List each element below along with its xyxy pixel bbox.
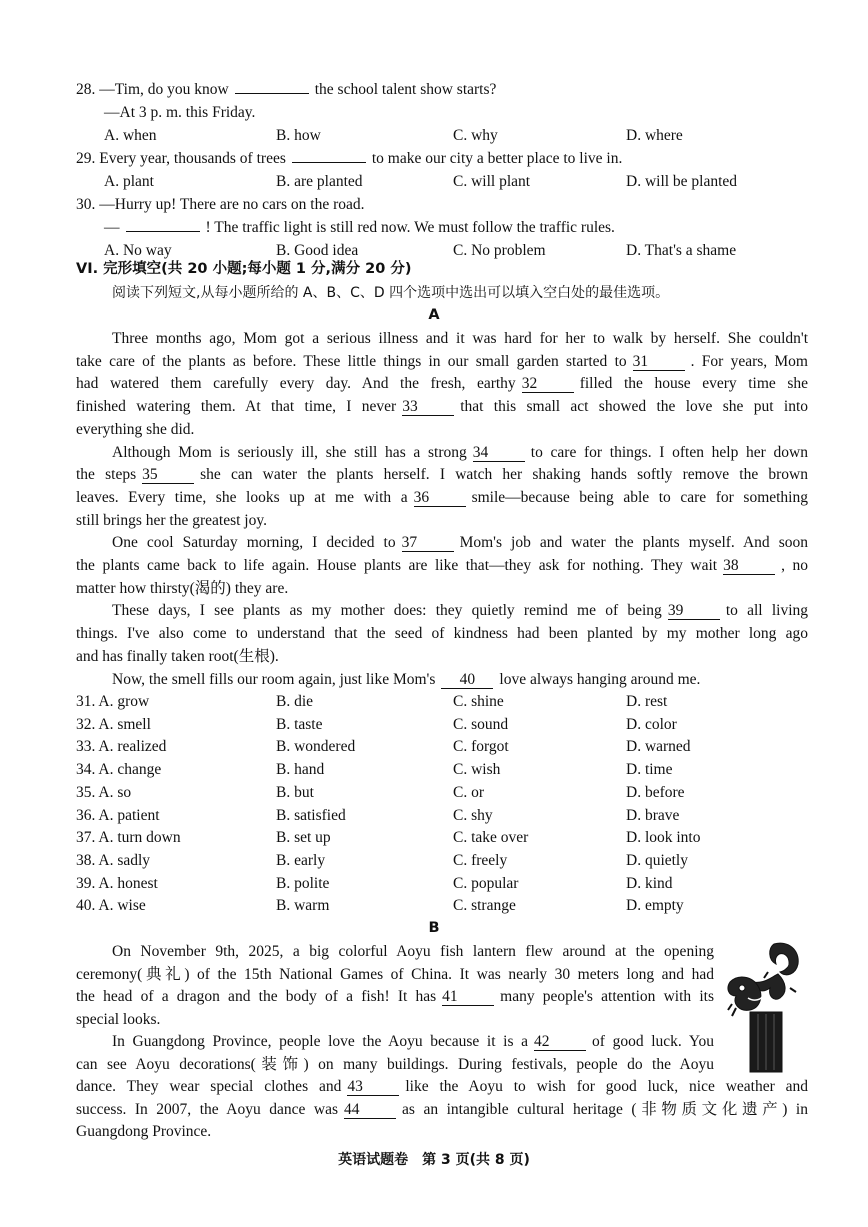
option[interactable]: C. or: [453, 783, 484, 801]
option[interactable]: D. kind: [626, 874, 673, 892]
option[interactable]: B. hand: [276, 761, 325, 779]
passage-line: [112, 329, 808, 349]
option[interactable]: B. but: [276, 783, 314, 801]
passage-line: [76, 420, 194, 440]
passage-line-text: These days, I see plants as my mother does: they quietly remind me of being: [112, 602, 662, 620]
question-line-text-after: to make our city a better place to live in.: [371, 150, 623, 167]
passage-line: [76, 624, 808, 644]
passage-line-text: special looks.: [76, 1010, 161, 1028]
option[interactable]: 35. A. so: [76, 783, 132, 801]
option[interactable]: A. No way: [104, 242, 172, 259]
option[interactable]: C. sound: [453, 715, 509, 733]
answer-blank[interactable]: 35: [142, 466, 194, 484]
option[interactable]: D. empty: [626, 897, 684, 915]
passage-line-text-after: as an intangible cultural heritage (非物质文化遗产) in: [402, 1100, 808, 1118]
option[interactable]: C. forgot: [453, 738, 509, 756]
answer-blank[interactable]: [235, 93, 309, 94]
option[interactable]: 32. A. smell: [76, 715, 151, 733]
option[interactable]: B. wondered: [276, 738, 356, 756]
passage-line-text: One cool Saturday morning, I decided to: [112, 534, 396, 552]
passage-line-text: In Guangdong Province, people love the Aoyu because it is a: [112, 1033, 529, 1050]
option[interactable]: D. warned: [626, 738, 691, 756]
answer-blank[interactable]: 44: [344, 1101, 396, 1119]
passage-line-text-after: like the Aoyu to wish for good luck, nice weather and: [405, 1078, 808, 1095]
question-line-text-after: ! The traffic light is still red now. We must follow the traffic rules.: [205, 219, 615, 236]
passage-line-text: Three months ago, Mom got a serious illness and it was hard for her to walk by herself. She couldn't: [112, 330, 808, 347]
passage-line-text-after: , no: [781, 557, 809, 574]
passage-line: [76, 1010, 160, 1030]
passage-line-text: had watered them carefully every day. And the fresh, earthy: [76, 375, 516, 393]
passage-line-text-after: love always hanging around me.: [499, 670, 701, 688]
passage-line-text-after: to care for things. I often help her down: [530, 443, 808, 461]
option[interactable]: D. brave: [626, 806, 680, 824]
passage-line-text: can see Aoyu decorations(装饰) on many buildings. During festivals, people do the Aoyu: [76, 1055, 714, 1073]
aoyu-lantern-image: [724, 938, 808, 1074]
answer-blank[interactable]: 40: [441, 671, 493, 689]
passage-line: [76, 1100, 808, 1120]
passage-label-b: B: [428, 920, 440, 936]
option[interactable]: 36. A. patient: [76, 806, 160, 824]
option[interactable]: B. warm: [276, 897, 330, 915]
passage-line-text: the head of a dragon and the body of a fish! It has: [76, 988, 437, 1005]
answer-blank[interactable]: 36: [414, 489, 466, 507]
passage-line-text: everything she did.: [76, 420, 195, 438]
passage-line: [76, 647, 279, 667]
option[interactable]: C. popular: [453, 874, 519, 892]
passage-line: [76, 579, 288, 599]
question-line: [104, 218, 615, 238]
section-heading: VI. 完形填空(共 20 小题;每小题 1 分,满分 20 分): [76, 261, 412, 277]
question-line-text: —At 3 p. m. this Friday.: [104, 104, 256, 121]
passage-line: [112, 601, 808, 621]
answer-blank[interactable]: 43: [347, 1078, 399, 1096]
passage-line-text: dance. They wear special clothes and: [76, 1078, 342, 1095]
passage-line-text: success. In 2007, the Aoyu dance was: [76, 1100, 339, 1118]
option[interactable]: B. satisfied: [276, 806, 346, 824]
option[interactable]: C. freely: [453, 851, 508, 869]
answer-blank[interactable]: 33: [402, 398, 454, 416]
passage-line: [76, 965, 714, 985]
passage-line: [76, 488, 808, 508]
passage-line-text: Guangdong Province.: [76, 1123, 212, 1140]
passage-line: [76, 374, 808, 394]
question-line: [76, 80, 496, 100]
option[interactable]: B. Good idea: [276, 242, 359, 259]
passage-line-text: and has finally taken root(生根).: [76, 647, 279, 665]
passage-line-text-after: of good luck. You: [592, 1033, 714, 1050]
passage-line-text: things. I've also come to understand that the seed of kindness had been planted by my mother long ago: [76, 625, 808, 643]
option[interactable]: D. time: [626, 761, 673, 779]
passage-line: [76, 987, 714, 1007]
option[interactable]: B. die: [276, 693, 314, 710]
passage-line-text: still brings her the greatest joy.: [76, 511, 267, 529]
option[interactable]: 33. A. realized: [76, 738, 167, 756]
option[interactable]: 37. A. turn down: [76, 829, 181, 847]
answer-blank[interactable]: 41: [442, 988, 494, 1006]
option[interactable]: C. will plant: [453, 173, 531, 190]
passage-line: [76, 1077, 808, 1097]
answer-blank[interactable]: 38: [723, 557, 775, 575]
option[interactable]: 40. A. wise: [76, 897, 146, 915]
option[interactable]: C. shine: [453, 693, 504, 710]
question-line-text: 28. —Tim, do you know: [76, 81, 229, 98]
passage-line-text-after: smile—because being able to care for something: [471, 488, 808, 506]
option[interactable]: B. early: [276, 851, 326, 869]
option[interactable]: C. strange: [453, 897, 516, 915]
passage-line: [76, 556, 808, 576]
passage-line: [112, 942, 714, 962]
passage-line-text-after: . For years, Mom: [690, 352, 808, 370]
answer-blank[interactable]: [126, 231, 200, 232]
passage-line-text: finished watering them. At that time, I never: [76, 398, 397, 416]
option[interactable]: C. why: [453, 127, 498, 144]
passage-line: [112, 533, 808, 553]
option[interactable]: B. taste: [276, 715, 323, 733]
answer-blank[interactable]: 31: [633, 353, 685, 371]
option[interactable]: 39. A. honest: [76, 874, 158, 892]
question-line: [76, 195, 365, 215]
option[interactable]: 31. A. grow: [76, 693, 150, 710]
passage-line: [112, 670, 700, 690]
passage-line-text: On November 9th, 2025, a big colorful Aoyu fish lantern flew around at the opening: [112, 943, 714, 960]
passage-line-text-after: to all living: [725, 602, 808, 620]
option[interactable]: C. No problem: [453, 242, 546, 259]
passage-line-text: ceremony(典礼) of the 15th National Games of China. It was nearly 30 meters long and had: [76, 965, 714, 983]
passage-line-text: take care of the plants as before. These little things in our small garden started to: [76, 352, 627, 370]
option[interactable]: B. are planted: [276, 173, 363, 190]
page-footer: 英语试题卷 第 3 页(共 8 页): [338, 1152, 530, 1168]
passage-line: [112, 1032, 714, 1052]
option[interactable]: D. before: [626, 783, 685, 801]
option[interactable]: B. polite: [276, 874, 330, 892]
passage-line: [76, 352, 808, 372]
question-line-text: —: [104, 219, 120, 236]
question-line-text: 29. Every year, thousands of trees: [76, 150, 286, 167]
answer-blank[interactable]: 32: [522, 375, 574, 393]
option[interactable]: D. color: [626, 715, 677, 733]
option[interactable]: 38. A. sadly: [76, 851, 151, 869]
passage-label-a: A: [428, 307, 440, 323]
option[interactable]: 34. A. change: [76, 761, 162, 779]
passage-line-text-after: that this small act showed the love she put into: [460, 398, 808, 416]
answer-blank[interactable]: 34: [473, 444, 525, 462]
passage-line: [112, 443, 808, 463]
passage-line: [76, 511, 267, 531]
passage-line: [76, 465, 808, 485]
option[interactable]: D. That's a shame: [626, 242, 737, 259]
question-line: [76, 149, 622, 169]
option[interactable]: C. wish: [453, 761, 501, 779]
passage-line: [76, 397, 808, 417]
option[interactable]: D. quietly: [626, 851, 688, 869]
passage-line-text-after: many people's attention with its: [500, 988, 714, 1005]
passage-line-text: Although Mom is seriously ill, she still has a strong: [112, 443, 467, 461]
option[interactable]: D. rest: [626, 693, 668, 710]
passage-line-text: leaves. Every time, she looks up at me with a: [76, 488, 408, 506]
passage-line-text: matter how thirsty(渴的) they are.: [76, 579, 289, 597]
answer-blank[interactable]: 37: [402, 534, 454, 552]
passage-line-text-after: she can water the plants herself. I watch her shaking hands softly remove the brown: [200, 466, 809, 484]
option[interactable]: D. look into: [626, 829, 701, 847]
option[interactable]: D. where: [626, 127, 683, 144]
option[interactable]: C. take over: [453, 829, 529, 847]
passage-line-text: Now, the smell fills our room again, just like Mom's: [112, 670, 436, 688]
question-line-text-after: the school talent show starts?: [314, 81, 497, 98]
passage-line-text-after: Mom's job and water the plants myself. And soon: [459, 534, 808, 552]
passage-line-text: the plants came back to life again. House plants are like that—they ask for nothing. They wait: [76, 557, 718, 574]
passage-line: [76, 1055, 714, 1075]
question-line: [104, 103, 255, 123]
option[interactable]: D. will be planted: [626, 173, 738, 190]
option[interactable]: B. how: [276, 127, 321, 144]
passage-line-text-after: filled the house every time she: [579, 375, 808, 393]
option[interactable]: A. plant: [104, 173, 154, 190]
answer-blank[interactable]: 39: [668, 602, 720, 620]
question-line-text: 30. —Hurry up! There are no cars on the road.: [76, 196, 365, 213]
answer-blank[interactable]: 42: [534, 1033, 586, 1051]
passage-line: [76, 1122, 211, 1142]
section-instruction: 阅读下列短文,从每小题所给的 A、B、C、D 四个选项中选出可以填入空白处的最佳选项。: [112, 285, 670, 301]
option[interactable]: C. shy: [453, 806, 493, 824]
answer-blank[interactable]: [292, 162, 366, 163]
passage-line-text: the steps: [76, 466, 137, 484]
option[interactable]: B. set up: [276, 829, 331, 847]
option[interactable]: A. when: [104, 127, 157, 144]
